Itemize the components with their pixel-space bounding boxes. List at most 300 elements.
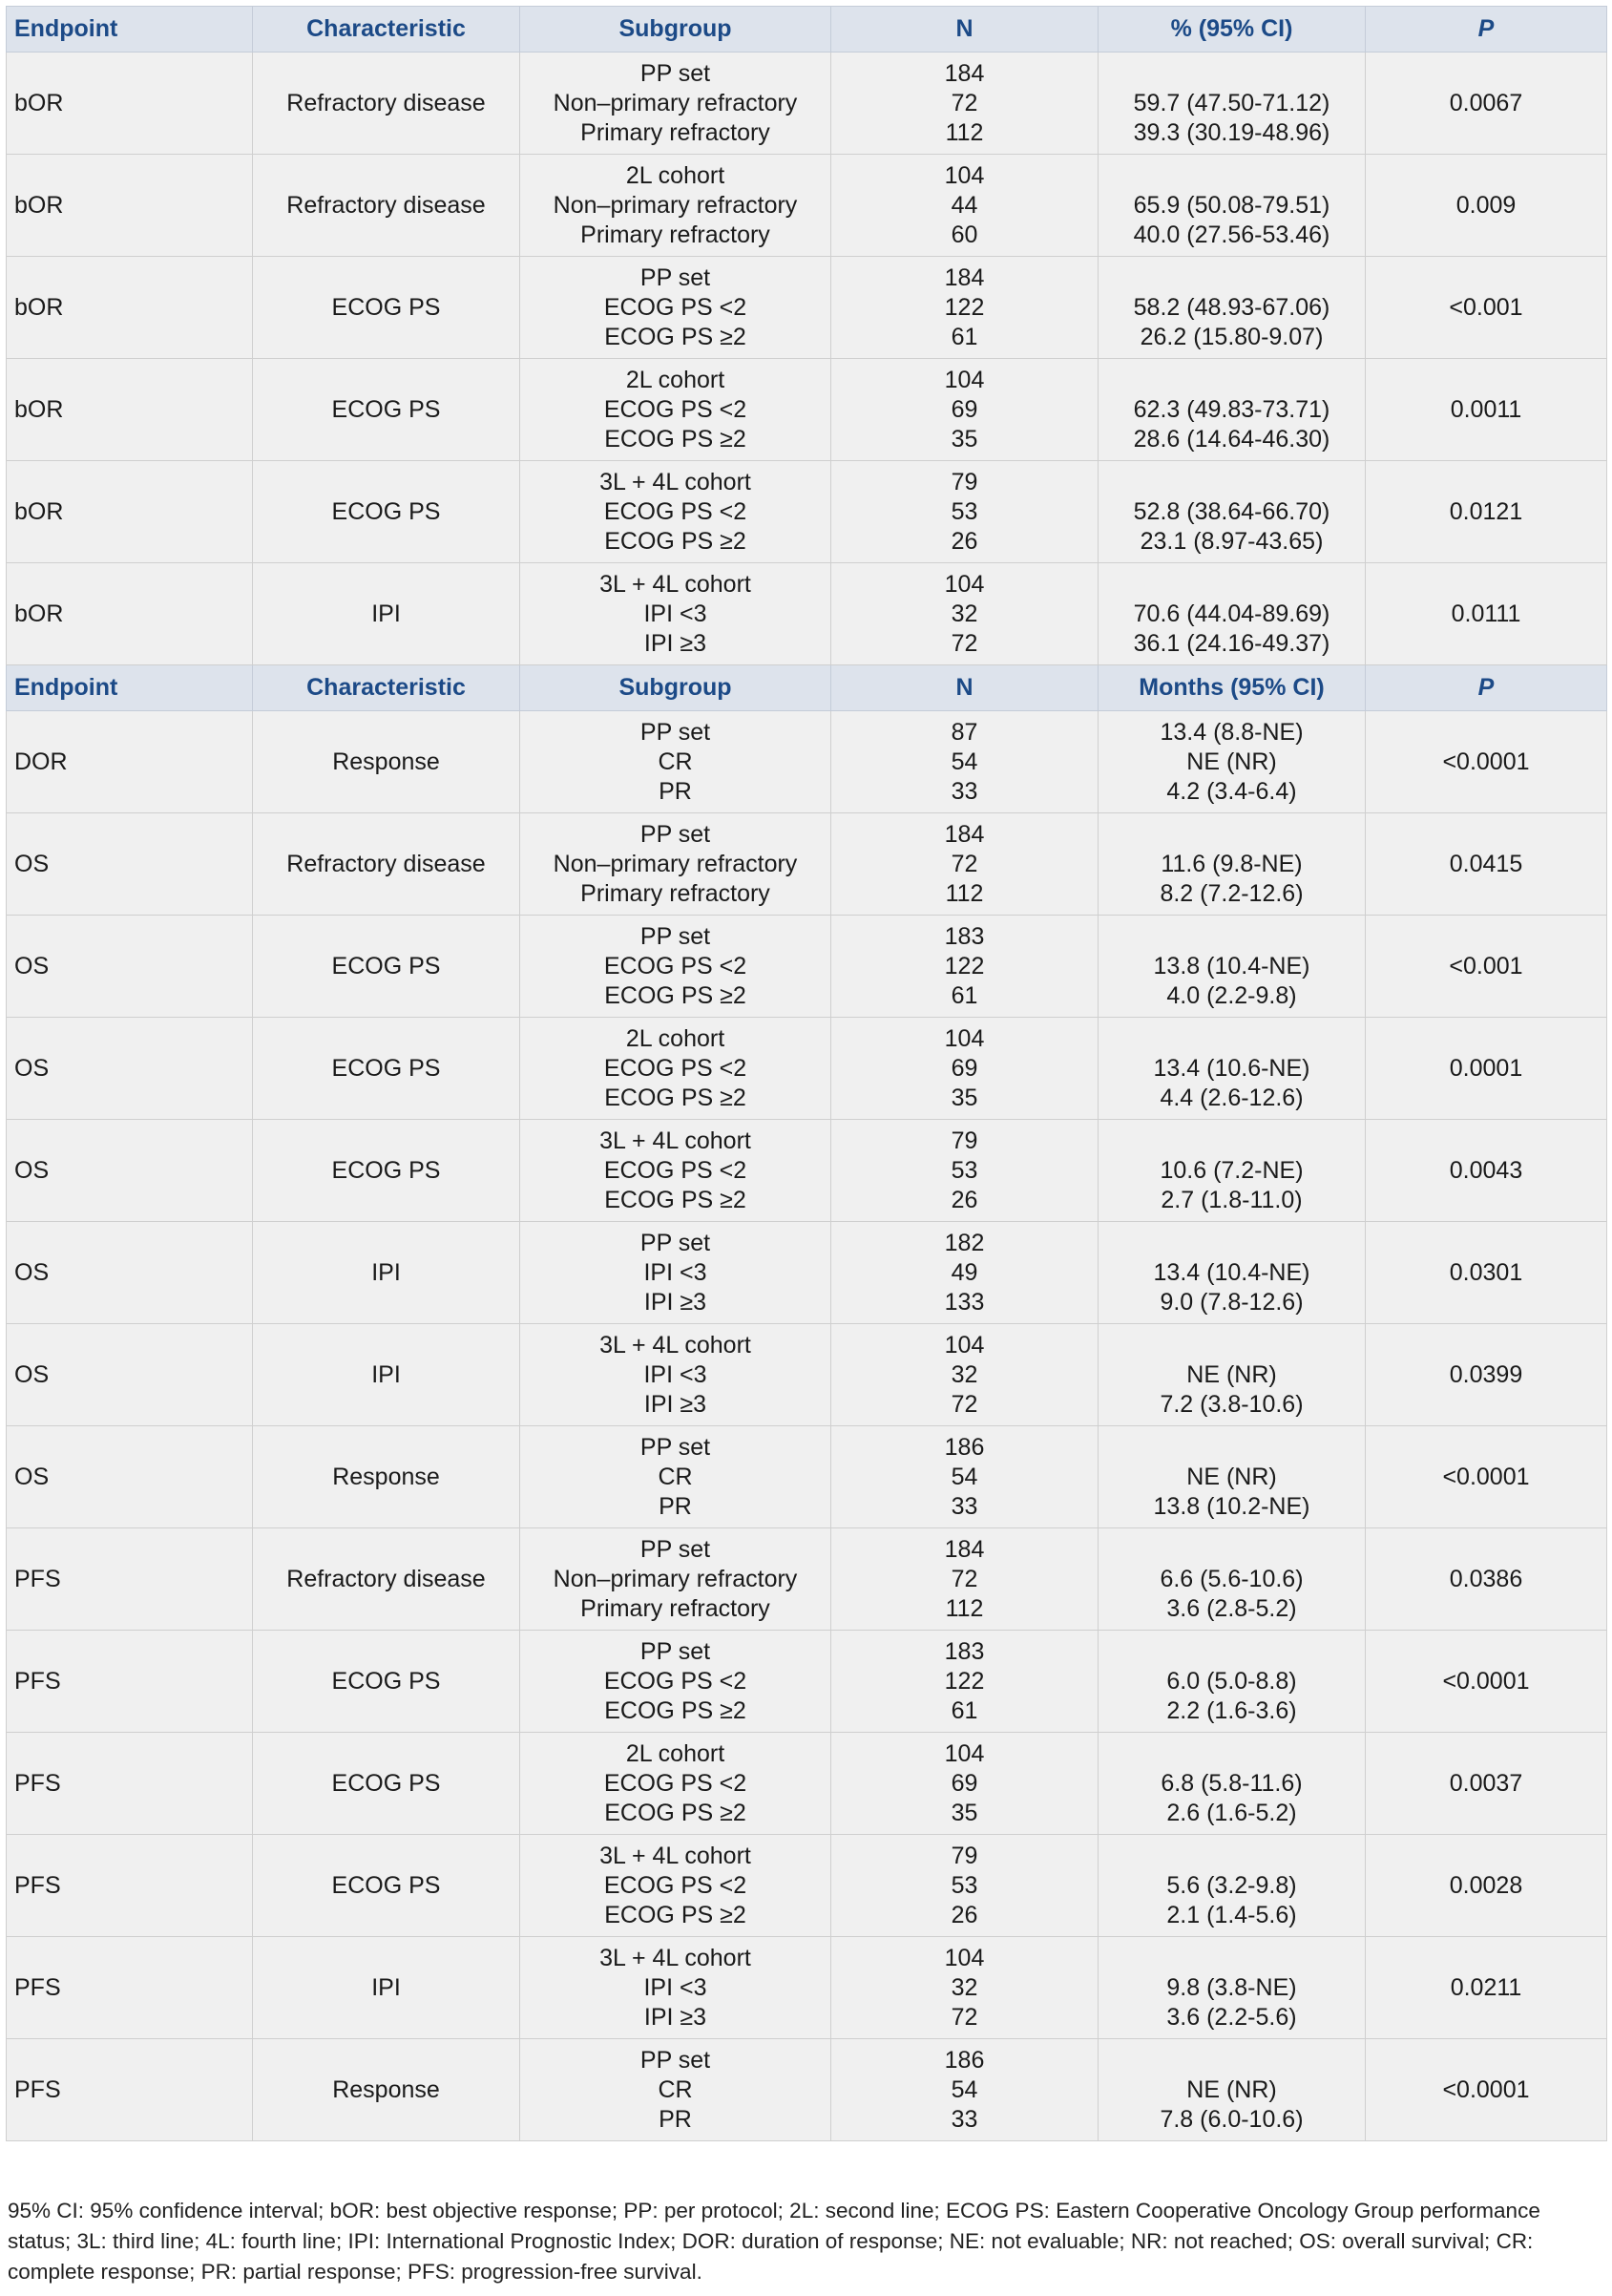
n-value: 183 (944, 1637, 985, 1665)
table-row (7, 1835, 1607, 1937)
p-value-cell: 0.0399 (1366, 1324, 1607, 1426)
endpoint-cell: PFS (7, 1528, 253, 1631)
endpoint-cell: bOR (7, 359, 253, 461)
n-value: 122 (944, 952, 985, 979)
n-value: 26 (951, 1901, 978, 1928)
n-value: 79 (951, 1127, 978, 1154)
subgroup-line: 2L cohort (625, 161, 725, 189)
n-value: 35 (951, 1799, 978, 1826)
table-row (7, 1222, 1607, 1324)
estimate-value: 13.8 (10.4-NE) (1153, 952, 1310, 979)
column-header-endpoint: Endpoint (7, 665, 253, 711)
p-value-cell: 0.0415 (1366, 813, 1607, 916)
n-cell (831, 1018, 1099, 1120)
n-value: 53 (951, 1871, 978, 1899)
p-value-cell: 0.0043 (1366, 1120, 1607, 1222)
estimate-value: 2.1 (1.4-5.6) (1166, 1901, 1297, 1928)
estimate-value: 2.2 (1.6-3.6) (1166, 1696, 1297, 1724)
subgroup-line: ECOG PS ≥2 (604, 527, 746, 555)
n-value: 104 (944, 161, 985, 189)
characteristic-cell: ECOG PS (253, 916, 520, 1018)
estimate-value: 52.8 (38.64-66.70) (1133, 497, 1330, 525)
subgroup-cell (520, 916, 831, 1018)
estimate-value: 6.8 (5.8-11.6) (1161, 1769, 1303, 1797)
subgroup-line: ECOG PS <2 (603, 497, 747, 525)
characteristic-cell: IPI (253, 563, 520, 665)
table-row (7, 155, 1607, 257)
estimate-value: 6.0 (5.0-8.8) (1166, 1667, 1297, 1695)
characteristic-cell: Refractory disease (253, 1528, 520, 1631)
column-header-estimate: % (95% CI) (1099, 7, 1366, 53)
subgroup-line: PR (659, 777, 692, 805)
table-row (7, 916, 1607, 1018)
subgroup-cell (520, 53, 831, 155)
subgroup-line: PP set (639, 922, 711, 950)
endpoint-cell: bOR (7, 155, 253, 257)
p-value-cell: 0.0011 (1366, 359, 1607, 461)
column-header-subgroup: Subgroup (520, 7, 831, 53)
subgroup-line: 3L + 4L cohort (599, 468, 751, 495)
n-cell (831, 1120, 1099, 1222)
estimate-spacer (1099, 263, 1365, 293)
n-value: 54 (951, 2075, 978, 2103)
subgroup-cell (520, 155, 831, 257)
n-value: 32 (951, 1973, 978, 2001)
subgroup-line: PP set (639, 718, 711, 746)
n-value: 61 (951, 981, 978, 1009)
n-cell (831, 1733, 1099, 1835)
subgroup-line: IPI ≥3 (643, 629, 707, 657)
subgroup-line: 2L cohort (625, 1739, 725, 1767)
n-value: 53 (951, 497, 978, 525)
n-cell (831, 2039, 1099, 2141)
estimate-spacer (1099, 1842, 1365, 1871)
p-value-cell: 0.0028 (1366, 1835, 1607, 1937)
n-value: 79 (951, 468, 978, 495)
p-value-cell: 0.0301 (1366, 1222, 1607, 1324)
estimate-value: 23.1 (8.97-43.65) (1140, 527, 1324, 555)
subgroup-line: CR (658, 1463, 693, 1490)
endpoint-cell: PFS (7, 2039, 253, 2141)
p-value-cell: 0.0121 (1366, 461, 1607, 563)
n-value: 182 (944, 1229, 985, 1256)
estimate-spacer (1099, 1433, 1365, 1463)
n-value: 32 (951, 600, 978, 627)
p-value-cell: <0.0001 (1366, 2039, 1607, 2141)
characteristic-cell: ECOG PS (253, 1120, 520, 1222)
estimate-value: 26.2 (15.80-9.07) (1140, 323, 1324, 350)
estimate-value: 7.2 (3.8-10.6) (1160, 1390, 1304, 1418)
estimate-cell (1099, 1018, 1366, 1120)
estimate-value: 13.8 (10.2-NE) (1153, 1492, 1310, 1520)
estimate-spacer (1099, 366, 1365, 395)
estimate-cell (1099, 1324, 1366, 1426)
subgroup-line: ECOG PS <2 (603, 1156, 747, 1184)
estimate-value: 65.9 (50.08-79.51) (1133, 191, 1330, 219)
table-row (7, 2039, 1607, 2141)
subgroup-cell (520, 1937, 831, 2039)
subgroup-cell (520, 1120, 831, 1222)
subgroup-cell (520, 1631, 831, 1733)
estimate-spacer (1099, 2046, 1365, 2075)
subgroup-line: ECOG PS ≥2 (604, 1799, 746, 1826)
characteristic-cell: ECOG PS (253, 359, 520, 461)
n-value: 49 (951, 1258, 978, 1286)
subgroup-line: ECOG PS <2 (603, 1769, 747, 1797)
n-value: 104 (944, 570, 985, 598)
estimate-cell (1099, 813, 1366, 916)
column-header-p: P (1366, 7, 1607, 53)
estimate-spacer (1099, 1739, 1365, 1769)
subgroup-line: ECOG PS <2 (603, 395, 747, 423)
n-value: 33 (951, 777, 978, 805)
column-header-subgroup: Subgroup (520, 665, 831, 711)
n-value: 61 (951, 1696, 978, 1724)
n-cell (831, 711, 1099, 813)
n-value: 112 (945, 1594, 984, 1622)
subgroup-line: IPI <3 (643, 1360, 707, 1388)
n-value: 26 (951, 1186, 978, 1213)
table-row (7, 257, 1607, 359)
estimate-cell (1099, 461, 1366, 563)
subgroup-line: Non–primary refractory (553, 191, 798, 219)
n-cell (831, 359, 1099, 461)
n-value: 112 (945, 879, 984, 907)
subgroup-cell (520, 1018, 831, 1120)
characteristic-cell: Refractory disease (253, 155, 520, 257)
estimate-value: 39.3 (30.19-48.96) (1133, 118, 1330, 146)
estimate-value: 9.0 (7.8-12.6) (1160, 1288, 1304, 1316)
n-value: 69 (951, 1054, 978, 1082)
n-cell (831, 1426, 1099, 1528)
subgroup-line: Non–primary refractory (553, 89, 798, 116)
subgroup-line: PR (659, 1492, 692, 1520)
n-value: 35 (951, 425, 978, 453)
subgroup-cell (520, 1222, 831, 1324)
n-value: 54 (951, 748, 978, 775)
p-value-cell: <0.0001 (1366, 711, 1607, 813)
endpoint-cell: PFS (7, 1733, 253, 1835)
estimate-cell (1099, 1222, 1366, 1324)
n-value: 184 (944, 59, 985, 87)
n-value: 26 (951, 527, 978, 555)
subgroup-line: ECOG PS <2 (603, 1054, 747, 1082)
n-cell (831, 813, 1099, 916)
characteristic-cell: ECOG PS (253, 461, 520, 563)
n-value: 44 (951, 191, 978, 219)
n-value: 72 (951, 2003, 978, 2031)
estimate-spacer (1099, 820, 1365, 850)
n-cell (831, 1631, 1099, 1733)
p-value-cell: 0.0001 (1366, 1018, 1607, 1120)
subgroup-line: ECOG PS ≥2 (604, 1901, 746, 1928)
subgroup-cell (520, 1733, 831, 1835)
n-value: 186 (944, 2046, 985, 2074)
subgroup-line: PP set (639, 2046, 711, 2074)
estimate-value: 13.4 (10.6-NE) (1153, 1054, 1310, 1082)
p-value-cell: 0.0111 (1366, 563, 1607, 665)
n-value: 60 (951, 221, 978, 248)
p-value-cell: <0.001 (1366, 257, 1607, 359)
subgroup-line: PP set (639, 1535, 711, 1563)
n-value: 87 (951, 718, 978, 746)
n-value: 122 (944, 293, 985, 321)
subgroup-line: IPI ≥3 (643, 1390, 707, 1418)
estimate-cell (1099, 1426, 1366, 1528)
column-header-endpoint: Endpoint (7, 7, 253, 53)
n-value: 72 (951, 89, 978, 116)
column-header-estimate: Months (95% CI) (1099, 665, 1366, 711)
subgroup-line: ECOG PS ≥2 (604, 425, 746, 453)
n-value: 32 (951, 1360, 978, 1388)
p-value-cell: 0.0211 (1366, 1937, 1607, 2039)
subgroup-line: ECOG PS ≥2 (604, 981, 746, 1009)
n-value: 72 (951, 850, 978, 877)
n-value: 184 (944, 1535, 985, 1563)
column-header-p: P (1366, 665, 1607, 711)
subgroup-line: 2L cohort (625, 1024, 725, 1052)
estimate-value: 8.2 (7.2-12.6) (1160, 879, 1304, 907)
subgroup-cell (520, 711, 831, 813)
estimate-cell (1099, 53, 1366, 155)
subgroup-line: Primary refractory (580, 879, 770, 907)
estimate-value: 13.4 (8.8-NE) (1160, 718, 1304, 746)
n-value: 186 (944, 1433, 985, 1461)
endpoint-cell: OS (7, 1324, 253, 1426)
subgroup-line: ECOG PS <2 (603, 293, 747, 321)
subgroup-line: Non–primary refractory (553, 850, 798, 877)
subgroup-line: 3L + 4L cohort (599, 1331, 751, 1359)
characteristic-cell: ECOG PS (253, 1733, 520, 1835)
table-row (7, 1018, 1607, 1120)
subgroup-line: PP set (639, 263, 711, 291)
table-row (7, 1733, 1607, 1835)
n-value: 33 (951, 2105, 978, 2133)
estimate-cell (1099, 1835, 1366, 1937)
subgroup-cell (520, 1426, 831, 1528)
estimate-value: 28.6 (14.64-46.30) (1133, 425, 1330, 453)
estimate-value: 6.6 (5.6-10.6) (1160, 1565, 1304, 1592)
estimate-value: 4.2 (3.4-6.4) (1166, 777, 1297, 805)
estimate-cell (1099, 359, 1366, 461)
estimate-cell (1099, 1528, 1366, 1631)
subgroup-cell (520, 813, 831, 916)
n-cell (831, 461, 1099, 563)
estimate-spacer (1099, 59, 1365, 89)
estimate-cell (1099, 155, 1366, 257)
characteristic-cell: Refractory disease (253, 53, 520, 155)
subgroup-line: ECOG PS ≥2 (604, 1696, 746, 1724)
estimate-value: 9.8 (3.8-NE) (1166, 1973, 1297, 2001)
p-value-cell: 0.0386 (1366, 1528, 1607, 1631)
n-value: 33 (951, 1492, 978, 1520)
subgroup-line: PR (659, 2105, 692, 2133)
table-row (7, 1324, 1607, 1426)
n-cell (831, 1528, 1099, 1631)
subgroup-line: CR (658, 748, 693, 775)
n-value: 53 (951, 1156, 978, 1184)
estimate-cell (1099, 563, 1366, 665)
subgroup-line: ECOG PS <2 (603, 1871, 747, 1899)
column-header-characteristic: Characteristic (253, 665, 520, 711)
subgroup-line: 3L + 4L cohort (599, 1842, 751, 1869)
estimate-cell (1099, 1733, 1366, 1835)
estimate-value: NE (NR) (1186, 1463, 1277, 1490)
n-cell (831, 1937, 1099, 2039)
n-cell (831, 1835, 1099, 1937)
estimate-spacer (1099, 1637, 1365, 1667)
table-row (7, 1120, 1607, 1222)
subgroup-line: IPI <3 (643, 600, 707, 627)
estimate-value: 4.4 (2.6-12.6) (1160, 1084, 1304, 1111)
subgroup-line: IPI <3 (643, 1258, 707, 1286)
estimate-value: 58.2 (48.93-67.06) (1133, 293, 1330, 321)
estimate-spacer (1099, 161, 1365, 191)
n-value: 183 (944, 922, 985, 950)
n-value: 61 (951, 323, 978, 350)
header-row (7, 7, 1607, 53)
estimate-value: 40.0 (27.56-53.46) (1133, 221, 1330, 248)
n-cell (831, 1222, 1099, 1324)
n-value: 112 (945, 118, 984, 146)
characteristic-cell: ECOG PS (253, 1631, 520, 1733)
p-value-cell: 0.0037 (1366, 1733, 1607, 1835)
subgroup-cell (520, 1528, 831, 1631)
subgroup-line: 3L + 4L cohort (599, 1127, 751, 1154)
subgroup-line: Primary refractory (580, 221, 770, 248)
endpoint-cell: OS (7, 1018, 253, 1120)
n-value: 72 (951, 1565, 978, 1592)
p-value-cell: 0.0067 (1366, 53, 1607, 155)
table-row (7, 53, 1607, 155)
subgroup-cell (520, 461, 831, 563)
p-value-cell: <0.001 (1366, 916, 1607, 1018)
estimate-cell (1099, 1937, 1366, 2039)
estimate-value: 59.7 (47.50-71.12) (1133, 89, 1330, 116)
subgroup-line: ECOG PS <2 (603, 952, 747, 979)
endpoint-cell: bOR (7, 257, 253, 359)
estimate-cell (1099, 1631, 1366, 1733)
table-row (7, 563, 1607, 665)
subgroup-line: ECOG PS ≥2 (604, 1084, 746, 1111)
table-row (7, 1631, 1607, 1733)
subgroup-line: Primary refractory (580, 118, 770, 146)
n-value: 184 (944, 820, 985, 848)
endpoint-cell: PFS (7, 1937, 253, 2039)
estimate-spacer (1099, 1229, 1365, 1258)
estimate-value: 70.6 (44.04-89.69) (1133, 600, 1330, 627)
estimate-spacer (1099, 468, 1365, 497)
characteristic-cell: IPI (253, 1222, 520, 1324)
n-cell (831, 563, 1099, 665)
n-value: 104 (944, 366, 985, 393)
estimate-spacer (1099, 1535, 1365, 1565)
subgroup-cell (520, 1835, 831, 1937)
estimate-spacer (1099, 1024, 1365, 1054)
n-value: 79 (951, 1842, 978, 1869)
endpoint-cell: DOR (7, 711, 253, 813)
subgroup-line: ECOG PS ≥2 (604, 323, 746, 350)
estimate-spacer (1099, 570, 1365, 600)
estimate-value: 3.6 (2.2-5.6) (1166, 2003, 1297, 2031)
subgroup-line: PP set (639, 1637, 711, 1665)
table-row (7, 359, 1607, 461)
n-value: 72 (951, 1390, 978, 1418)
characteristic-cell: ECOG PS (253, 257, 520, 359)
characteristic-cell: Response (253, 711, 520, 813)
n-cell (831, 257, 1099, 359)
n-value: 104 (944, 1944, 985, 1971)
n-value: 54 (951, 1463, 978, 1490)
endpoint-cell: OS (7, 1120, 253, 1222)
subgroup-line: PP set (639, 59, 711, 87)
subgroup-cell (520, 359, 831, 461)
estimate-value: 2.7 (1.8-11.0) (1161, 1186, 1303, 1213)
n-cell (831, 53, 1099, 155)
subgroup-line: Non–primary refractory (553, 1565, 798, 1592)
n-value: 104 (944, 1331, 985, 1359)
subgroup-line: Primary refractory (580, 1594, 770, 1622)
endpoint-cell: PFS (7, 1835, 253, 1937)
n-value: 35 (951, 1084, 978, 1111)
p-value-cell: <0.0001 (1366, 1631, 1607, 1733)
estimate-cell (1099, 2039, 1366, 2141)
characteristic-cell: IPI (253, 1324, 520, 1426)
endpoint-cell: OS (7, 1426, 253, 1528)
estimate-cell (1099, 1120, 1366, 1222)
estimate-value: 5.6 (3.2-9.8) (1166, 1871, 1297, 1899)
subgroup-line: ECOG PS <2 (603, 1667, 747, 1695)
table-row (7, 813, 1607, 916)
estimate-cell (1099, 916, 1366, 1018)
table-row (7, 461, 1607, 563)
estimate-value: 10.6 (7.2-NE) (1160, 1156, 1304, 1184)
estimate-spacer (1099, 922, 1365, 952)
n-value: 104 (944, 1739, 985, 1767)
estimate-spacer (1099, 1944, 1365, 1973)
estimate-value: NE (NR) (1186, 2075, 1277, 2103)
n-value: 72 (951, 629, 978, 657)
endpoint-cell: bOR (7, 461, 253, 563)
endpoint-cell: bOR (7, 53, 253, 155)
table-row (7, 711, 1607, 813)
subgroup-line: IPI <3 (643, 1973, 707, 2001)
subgroup-cell (520, 257, 831, 359)
table-row (7, 1426, 1607, 1528)
characteristic-cell: ECOG PS (253, 1018, 520, 1120)
subgroup-line: 2L cohort (625, 366, 725, 393)
estimate-spacer (1099, 1127, 1365, 1156)
characteristic-cell: Refractory disease (253, 813, 520, 916)
estimate-value: 36.1 (24.16-49.37) (1133, 629, 1330, 657)
estimate-value: 62.3 (49.83-73.71) (1133, 395, 1330, 423)
endpoint-cell: bOR (7, 563, 253, 665)
table-footnote: 95% CI: 95% confidence interval; bOR: best objective response; PP: per protocol; 2L: second line; ECOG PS: Eastern Cooperative Oncology Group performance status; 3L: third line; 4L: fourth line; IPI: International Prognostic Index; DOR: duration of response; NE: not evaluable; NR: not reached; OS: overall survival; CR: complete response; PR: partial response; PFS: progression-free survival. (8, 2199, 1540, 2284)
subgroup-line: PP set (639, 1229, 711, 1256)
column-header-n: N (831, 7, 1099, 53)
subgroup-line: 3L + 4L cohort (599, 1944, 751, 1971)
estimate-value: 4.0 (2.2-9.8) (1166, 981, 1297, 1009)
characteristic-cell: ECOG PS (253, 1835, 520, 1937)
characteristic-cell: Response (253, 1426, 520, 1528)
subgroup-line: ECOG PS ≥2 (604, 1186, 746, 1213)
endpoint-cell: OS (7, 1222, 253, 1324)
estimate-value: 7.8 (6.0-10.6) (1160, 2105, 1304, 2133)
characteristic-cell: IPI (253, 1937, 520, 2039)
endpoint-cell: PFS (7, 1631, 253, 1733)
n-value: 133 (944, 1288, 985, 1316)
estimate-value: 11.6 (9.8-NE) (1161, 850, 1303, 877)
